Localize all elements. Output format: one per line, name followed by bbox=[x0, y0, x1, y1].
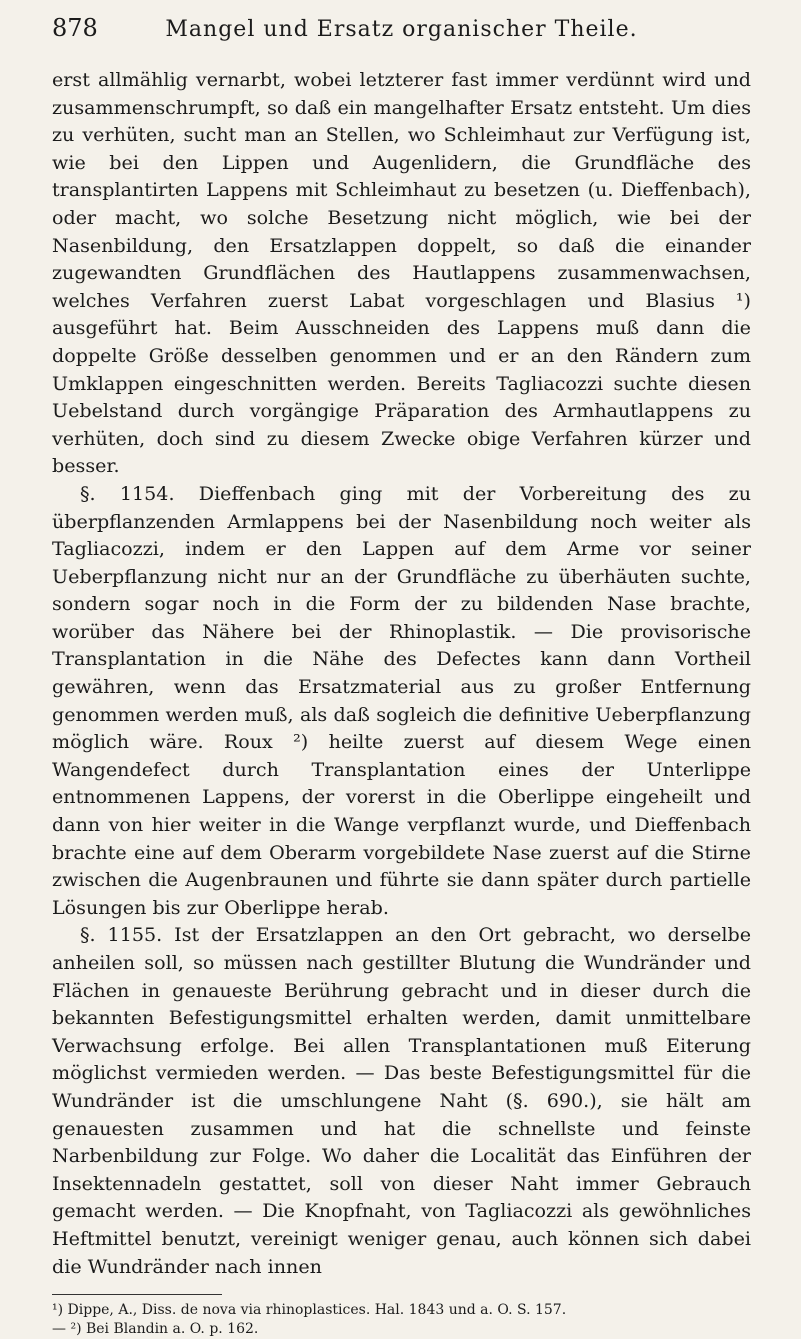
footnote-2: — ²) Bei Blandin a. O. p. 162. bbox=[52, 1321, 259, 1338]
paragraph: erst allmählig vernarbt, wobei letzterer fast immer verdünnt wird und zusammenschrumpft, so daß ein mangelhafter Ersatz entsteht. Um dies zu verhüten, sucht man an Stellen, wo Schleimhaut zur Verfügung ist, wie bei den Lippen und Augenlidern, die Grundfläche des transplantirten Lappens mit Schleimhaut zu besetzen (u. Dieffenbach), oder macht, wo solche Besetzung nicht möglich, wie bei der Nasenbildung, den Ersatzlappen doppelt, so daß die einander zugewandten Grundflächen des Hautlappens zusammenwachsen, welches Verfahren zuerst Labat vorgeschlagen und Blasius ¹) ausgeführt hat. Beim Ausschneiden des Lappens muß dann die doppelte Größe desselben genommen und er an den Rändern zum Umklappen eingeschnitten werden. Bereits Tagliacozzi suchte diesen Uebelstand durch vorgängige Präparation des Armhautlappens zu verhüten, doch sind zu diesem Zwecke obige Verfahren kürzer und besser. bbox=[52, 68, 751, 478]
footnotes bbox=[52, 1301, 751, 1339]
page-number: 878 bbox=[52, 14, 98, 42]
page-header bbox=[52, 14, 751, 60]
body-text bbox=[52, 66, 751, 1280]
paragraph-1155: §. 1155. Ist der Ersatzlappen an den Ort gebracht, wo derselbe anheilen soll, so müssen nach gestillter Blutung die Wundränder und Flächen in genaueste Berührung gebracht und in dieser durch die bekannten Befestigungsmittel erhalten werden, damit unmittelbare Verwachsung erfolge. Bei allen Transplantationen muß Eiterung möglichst vermieden werden. — Das beste Befestigungsmittel für die Wundränder ist die umschlungene Naht (§. 690.), sie hält am genauesten zusammen und hat die schnellste und feinste Narbenbildung zur Folge. Wo daher die Localität das Einführen der Insektennadeln gestattet, soll von dieser Naht immer Gebrauch gemacht werden. — Die Knopfnaht, von Tagliacozzi als gewöhnliches Heftmittel benutzt, vereinigt weniger genau, auch können sich dabei die Wundränder nach innen bbox=[52, 923, 751, 1278]
paragraph-1154: §. 1154. Dieffenbach ging mit der Vorbereitung des zu überpflanzenden Armlappens bei der Nasenbildung noch weiter als Tagliacozzi, indem er den Lappen auf dem Arme vor seiner Ueberpflanzung nicht nur an der Grundfläche zu überhäuten suchte, sondern sogar noch in die Form der zu bildenden Nase brachte, worüber das Nähere bei der Rhinoplastik. — Die provisorische Transplantation in die Nähe des Defectes kann dann Vortheil gewähren, wenn das Ersatzmaterial aus zu großer Entfernung genommen werden muß, als daß sogleich die definitive Ueberpflanzung möglich wäre. Roux ²) heilte zuerst auf diesem Wege einen Wangendefect durch Transplantation eines der Unterlippe entnommenen Lappens, der vorerst in die Oberlippe eingeheilt und dann von hier weiter in die Wange verpflanzt wurde, und Dieffenbach brachte eine auf dem Oberarm vorgebildete Nase zuerst auf die Stirne zwischen die Augenbraunen und führte sie dann später durch partielle Lösungen bis zur Oberlippe herab. bbox=[52, 481, 751, 919]
footnote-divider bbox=[52, 1294, 222, 1295]
footnote-1: ¹) Dippe, A., Diss. de nova via rhinoplastices. Hal. 1843 und a. O. S. 157. bbox=[52, 1302, 567, 1319]
running-title: Mangel und Ersatz organischer Theile. bbox=[165, 17, 638, 42]
